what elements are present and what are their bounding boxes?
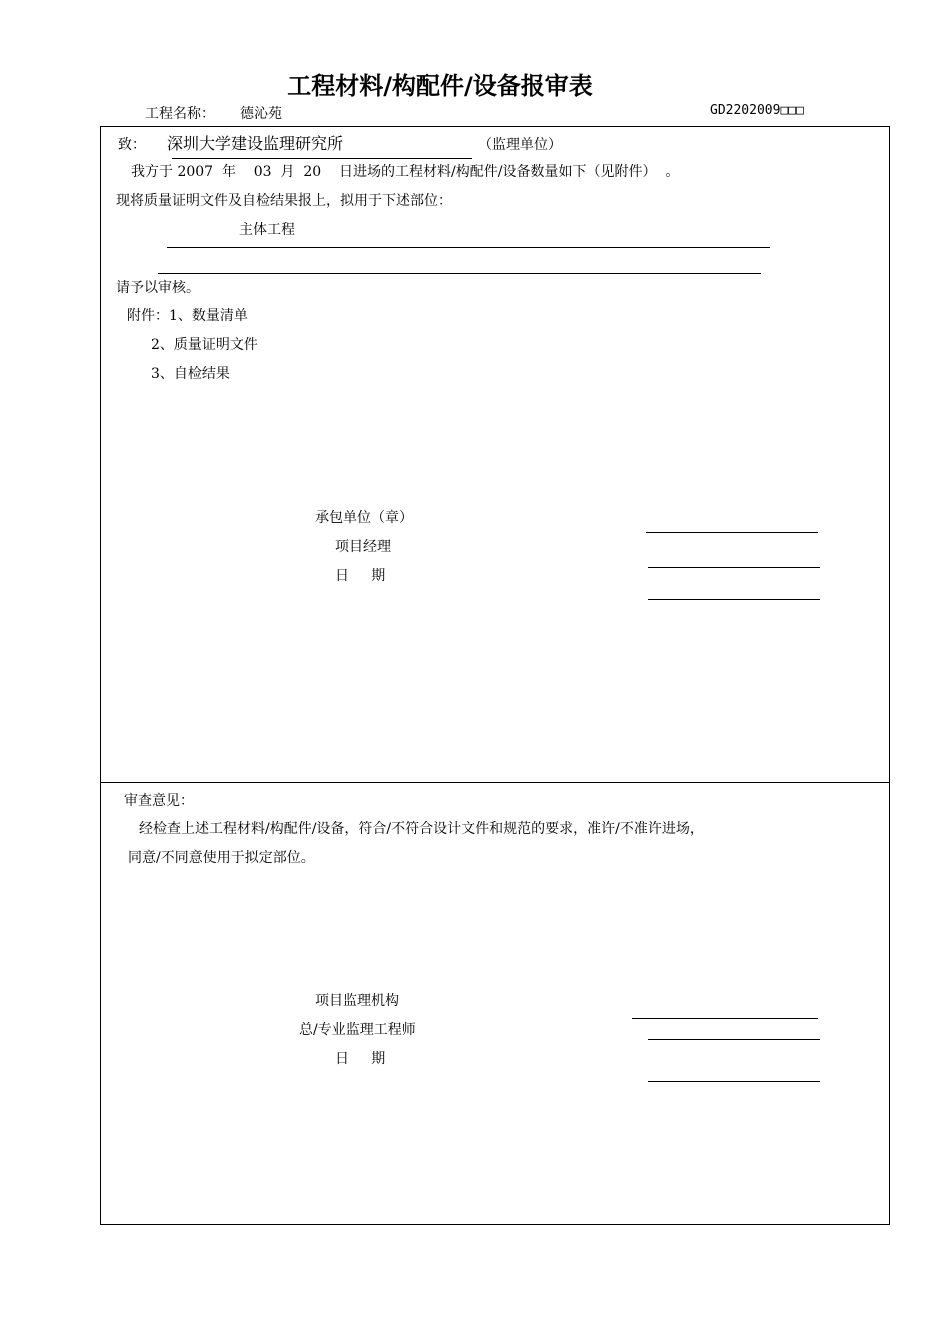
- review-heading: 审查意见：: [124, 793, 194, 809]
- recipient-unit: 深圳大学建设监理研究所: [167, 134, 344, 153]
- form-table: [100, 126, 890, 1225]
- contractor-date-label: 日 期: [335, 568, 386, 584]
- review-request: 请予以审核。: [116, 280, 200, 296]
- contractor-date-line: [648, 599, 820, 600]
- form-code: GD2202009□□□: [710, 103, 804, 118]
- manager-signature-line: [648, 567, 820, 568]
- recipient-underline: [172, 158, 472, 159]
- review-date-line: [648, 1081, 820, 1082]
- recipient-note: （监理单位）: [478, 137, 562, 153]
- arrival-statement: 我方于 2007 年 03 月 20 日进场的工程材料/构配件/设备数量如下（见附件） 。: [131, 164, 680, 180]
- contractor-signature-line: [646, 532, 818, 533]
- supervision-org-signature-line: [632, 1018, 818, 1019]
- location-underline-2: [158, 273, 761, 274]
- review-opinion-line-2: 同意/不同意使用于拟定部位。: [128, 850, 315, 866]
- project-name-label: 工程名称：: [145, 106, 215, 122]
- supervising-engineer-label: 总/专业监理工程师: [299, 1022, 416, 1038]
- to-label: 致：: [118, 137, 146, 153]
- review-date-label: 日 期: [335, 1051, 386, 1067]
- submission-statement: 现将质量证明文件及自检结果报上，拟用于下述部位：: [116, 193, 452, 209]
- supervision-org-label: 项目监理机构: [315, 993, 399, 1009]
- project-manager-label: 项目经理: [335, 539, 391, 555]
- intended-location: 主体工程: [239, 222, 295, 238]
- project-name-value: 德沁苑: [240, 106, 282, 122]
- review-opinion-line-1: 经检查上述工程材料/构配件/设备，符合/不符合设计文件和规范的要求，准许/不准许进场，: [139, 821, 704, 837]
- contractor-seal-label: 承包单位（章）: [315, 510, 413, 526]
- attachment-item: 3、自检结果: [151, 366, 230, 382]
- form-title: 工程材料/构配件/设备报审表: [287, 72, 593, 100]
- section-divider: [100, 782, 890, 783]
- engineer-signature-line: [648, 1039, 820, 1040]
- location-underline-1: [167, 247, 770, 248]
- attachment-item: 2、质量证明文件: [151, 337, 258, 353]
- attachment-item: 附件：1、数量清单: [127, 308, 248, 324]
